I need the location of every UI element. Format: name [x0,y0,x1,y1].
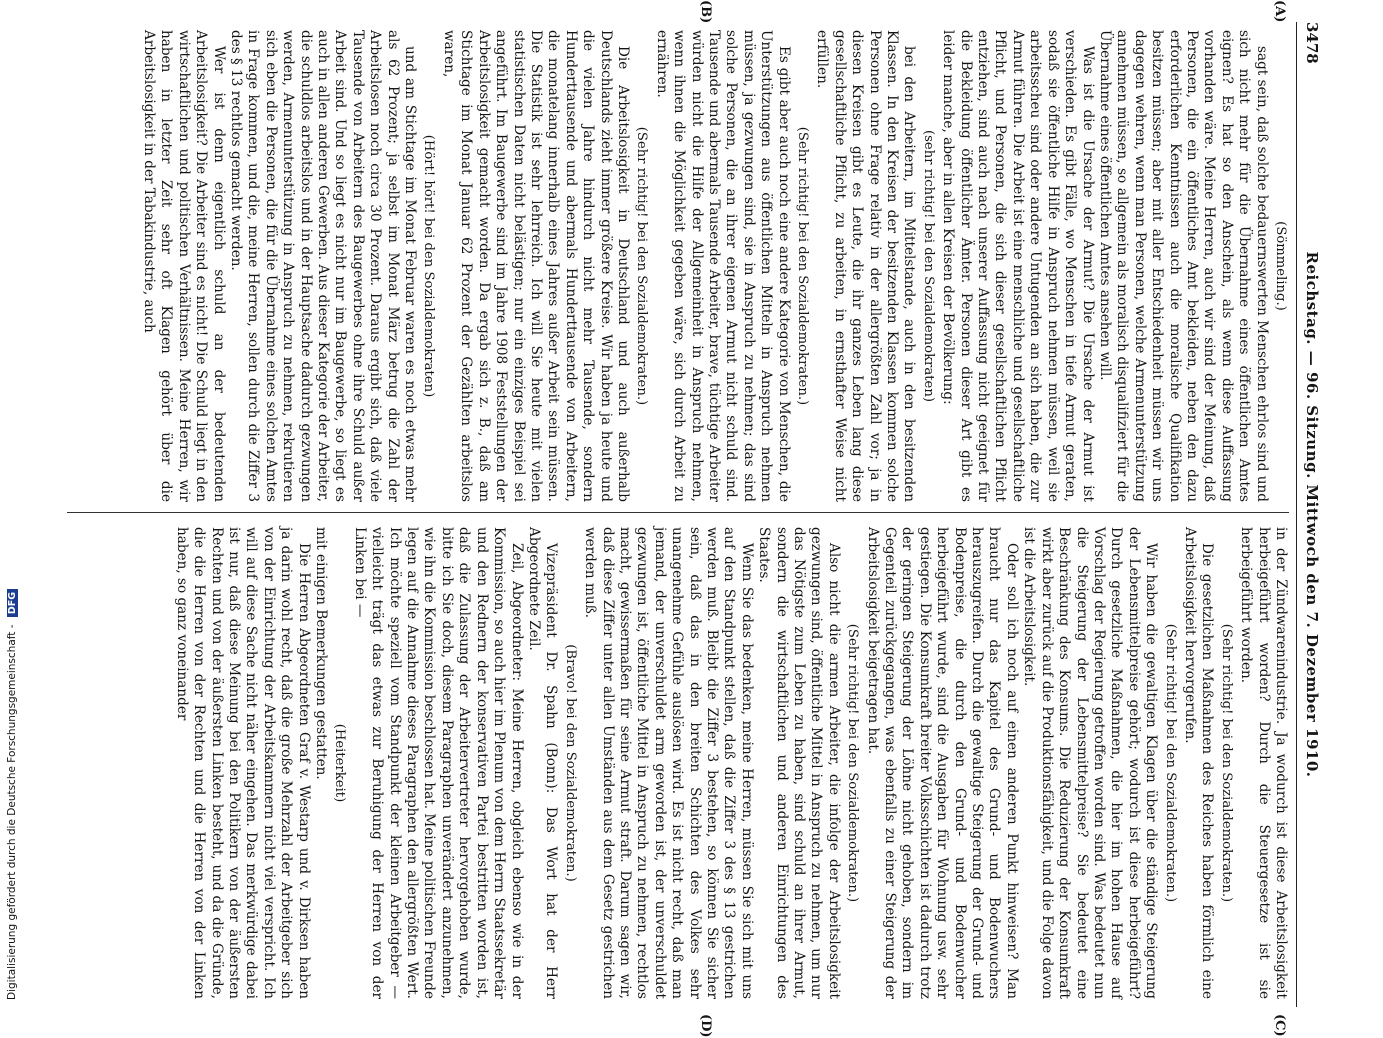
paragraph: Wenn Sie das bedenken, meine Herren, müssen Sie sich mit uns auf den Standpunkt stellen, daß die Ziffer 3 des § 13 gestrichen werden muß. Bleibt die Ziffer 3 bestehen, so können Sie sicher sein, daß das in den breiten Schichten des Volkes sehr unangenehme Gefühle auslösen wird. Es ist nicht recht, daß man jemand, der unverschuldet arm geworden ist, der unverschuldet gezwungen ist, öffentliche Mittel in Anspruch zu nehmen, rechtlos macht, gewissermaßen für seine Armut straft. Darum sagen wir, daß diese Ziffer unter allen Umständen aus dem Gesetz gestrichen werden muß. [582,527,755,999]
interjection: (Sehr richtig! bei den Sozialdemokraten.) [845,623,861,903]
page-number: 3478 [1303,22,1321,64]
imprint-text: Digitalisierung gefördert durch die Deutsche Forschungsgemeinschaft - [6,624,18,1000]
speaker-label: (Sömmeling.) [1273,221,1288,311]
margin-mark-d: (D) [698,1014,713,1038]
dfg-logo: DFG [7,589,18,617]
margin-mark-b: (B) [698,0,713,24]
paragraph: Die Arbeitslosigkeit in Deutschland und auch außerhalb Deutschlands zieht immer größere Kreise. Wir haben ja heute und die vielen Jahre hindurch nicht mehr Tausende, sondern Hunderttausende und abermals Hunderttausende von Arbeitern, die monatelang innerhalb eines Jahres außer Arbeit sein müssen. Die Statistik ist sehr lehrreich. Ich will Sie heute mit vielen statistischen Daten nicht belästigen; nur ein einziges Beispiel sei angeführt. Im Baugewerbe sind im Jahre 1908 Feststellungen der Arbeitslosigkeit gemacht worden. Da ergab sich z. B., daß am Stichtage im Monat Januar 62 Prozent der Gezählten arbeitslos waren, [440,30,631,502]
interjection: (Hört! hört! bei den Sozialdemokraten) [421,134,437,398]
paragraph: Vizepräsident Dr. Spahn (Bonn): Das Wort hat der Herr Abgeordnete Zeil. [525,527,560,999]
paragraph: Die Herren Abgeordneten Graf v. Westarp und v. Dirksen haben ja darin wohl recht, daß die große Mehrzahl der Arbeitgeber sich von der Einrichtung der Arbeitskammern nicht viel verspricht. Ich will auf diese Sache nicht näher eingehen. Das merkwürdige dabei ist nur, daß diese Meinung bei den Politikern von der äußersten Rechten und von der äußersten Linken besteht, und da die Gründe, die die Herren von der Rechten und die Herren von der Linken haben, so ganz voneinander [173,527,312,999]
paragraph: Zeil, Abgeordneter: Meine Herren, obgleich ebenso wie in der Kommission, so auch hier im Plenum von dem Herrn Staatssekretär und den Rednern der konservativen Partei bestritten worden ist, daß die Zulassung der Arbeitervertreter hervorgehoben wurde, bitte ich Sie doch, diesem Paragraphen unverändert anzunehmen, wie ihn die Kommission beschlossen hat. Meine politischen Freunde legen auf die Annahme dieses Paragraphen den allergrößten Wert. Ich möchte speziell vom Standpunkt der kleinen Arbeitgeber — vielleicht trägt das etwas zur Beruhigung der Herren von der Linken bei — [351,527,525,999]
paragraph: und am Stichtage im Monat Februar waren es noch etwas mehr als 62 Prozent; ja selbst im Monat März betrug die Zahl der Arbeitslosen noch circa 30 Prozent. Daraus ergibt sich, daß viele Tausende von Arbeitern des Baugewerbes ohne ihre Schuld außer Arbeit sind. Und so liegt es nicht nur im Baugewerbe, so liegt es auch in allen anderen Gewerben. Aus dieser Kategorie der Arbeiter, die schuldlos arbeitslos und in der Hauptsache dadurch gezwungen werden, Armenunterstützung in Anspruch zu nehmen, rekrutieren sich eben die Personen, die für die Übernahme eines solchen Amtes in Frage kommen, und die, meine Herren, sollen durch die Ziffer 3 des § 13 rechtlos gemacht werden. [228,30,419,502]
paragraph: Die gesetzlichen Maßnahmen des Reiches haben förmlich eine Arbeitslosigkeit hervorgerufen. [1181,527,1216,999]
header-rule [1296,22,1297,1007]
paragraph: Es gibt aber auch noch eine andere Kategorie von Menschen, die Unterstützungen aus öffentlichen Mitteln in Anspruch nehmen müssen, ja gezwungen sind, sie in Anspruch zu nehmen; das sind solche Personen, die an ihrer eigenen Armut nicht schuld sind. Tausende und abermals Tausende Arbeiter, brave, tüchtige Arbeiter würden nicht die Hilfe der Allgemeinheit in Anspruch nehmen, wenn ihnen die Möglichkeit gegeben wäre, sich durch Arbeit zu ernähren. [653,30,792,502]
paragraph: Was ist die Ursache der Armut? Die Ursache der Armut ist verschieden. Es gibt Fälle, wo Menschen in tiefe Armut geraten, sodaß sie öffentliche Hilfe in Anspruch nehmen müssen, weil sie arbeitsscheu sind oder andere Untugenden an sich haben, die zur Armut führen. Die Arbeit ist eine menschliche und gesellschaftliche Pflicht, und Personen, die sich dieser gesellschaftlichen Pflicht entziehen, sind auch nach unserer Auffassung nicht geeignet für die Bekleidung öffentlicher Ämter. Personen dieser Art gibt es leider manche, aber in allen Kreisen der Bevölkerung: [940,30,1096,502]
interjection: (Heiterkeit) [332,723,348,803]
paragraph: bei den Arbeitern, im Mittelstande, auch in den besitzenden Klassen. In den Kreisen der besitzenden Klassen kommen solche Personen ohne Frage relativ in der allergrößten Zahl vor; ja in diesen Kreisen gibt es Leute, die ihr ganzes Leben lang diese gesellschaftliche Pflicht, zu arbeiten, in ernsthafter Weise nicht erfüllen. [814,30,918,502]
paragraph: sagt sein, daß solche bedauernswerten Menschen ehrlos sind und sich nicht mehr für die Übernahme eines öffentlichen Amtes eignen? Es hat so den Anschein, als wenn diese Auffassung vorhanden wäre. Meine Herren, auch wir sind der Meinung, daß Personen, die ein öffentliches Amt bekleiden, neben den dazu erforderlichen Kenntnissen auch die moralische Qualifikation besitzen müssen; aber mit aller Entschiedenheit müssen wir uns dagegen wehren, wenn man Personen, welche Armenunterstützung annehmen müssen, so allgemein als moralisch disqualifiziert für die Übernahme eines öffentlichen Amtes ansehen will. [1096,30,1270,502]
digitization-imprint [6,591,18,1000]
interjection: (Sehr richtig! bei den Sozialdemokraten.) [634,126,650,406]
interjection: (Bravo! bei den Sozialdemokraten.) [562,644,578,882]
interjection: (Sehr richtig! bei den Sozialdemokraten.) [795,126,811,406]
right-column [172,527,1289,999]
paragraph: mit einigen Bemerkungen gestatten. [313,527,330,780]
interjection: (Sehr richtig! bei den Sozialdemokraten.) [1162,623,1178,903]
paragraph: in der Zündwarenindustrie. Ja wodurch ist diese Arbeitslosigkeit herbeigeführt worden? Durch die Steuergesetze ist sie herbeigeführt worden. [1238,527,1289,999]
page-header [1297,22,1325,1007]
paragraph: Also nicht die armen Arbeiter, die infolge der Arbeitslosigkeit gezwungen sind, öffentliche Mittel in Anspruch zu nehmen, um nur das Nötigste zum Leben zu haben, sind schuld an ihrer Armut, sondern die wirtschaftlichen und anderen Einrichtungen des Staates. [756,527,842,999]
margin-mark-a: (A) [1272,0,1287,23]
margin-mark-c: (C) [1272,1014,1287,1037]
interjection: (Sehr richtig! bei den Sozialdemokraten.) [1218,623,1234,903]
page-title: Reichstag. — 96. Sitzung. Mittwoch den 7. Dezember 1910. [1303,251,1321,778]
left-column [140,30,1289,502]
interjection: (sehr richtig! bei den Sozialdemokraten) [920,130,936,402]
scanned-page [60,0,1325,1038]
column-rule [67,512,1289,513]
paragraph: Wir haben die gewaltigen Klagen über die ständige Steigerung der Lebensmittelpreise gehört; wodurch ist diese herbeigeführt? Durch gesetzliche Maßnahmen, die hier im hohen Hause auf Vorschlag der Regierung getroffen worden sind. Was bedeutet nun die Steigerung der Lebensmittelpreise? Sie bedeutet eine Beschränkung des Konsums. Die Reduzierung der Konsumkraft wirkt aber zurück auf die Produktionsfähigkeit, und die Folge davon ist die Arbeitslosigkeit. [1021,527,1160,999]
paragraph: Oder soll ich noch auf einen anderen Punkt hinweisen? Man braucht nur das Kapitel des Grund- und Bodenwuchers herauszugreifen. Durch die gewaltige Steigerung der Grund- und Bodenpreise, die durch den Grund- und Bodenwucher herbeigeführt wurde, sind die Ausgaben für Wohnung usw. sehr gestiegen. Die Konsumkraft breiter Volksschichten ist dadurch trotz der geringen Steigerung der Löhne nicht gehoben, sondern im Gegenteil zurückgegangen, was ebenfalls zu einer Steigerung der Arbeitslosigkeit beigetragen hat. [864,527,1020,999]
paragraph: Wer ist denn eigentlich schuld an der bedeutenden Arbeitslosigkeit? Die Arbeiter sind es nicht! Die Schuld liegt in den wirtschaftlichen und politischen Verhältnissen. Meine Herren, wir haben in letzter Zeit sehr oft Klagen gehört über die Arbeitslosigkeit in der Tabakindustrie, auch [141,30,227,502]
